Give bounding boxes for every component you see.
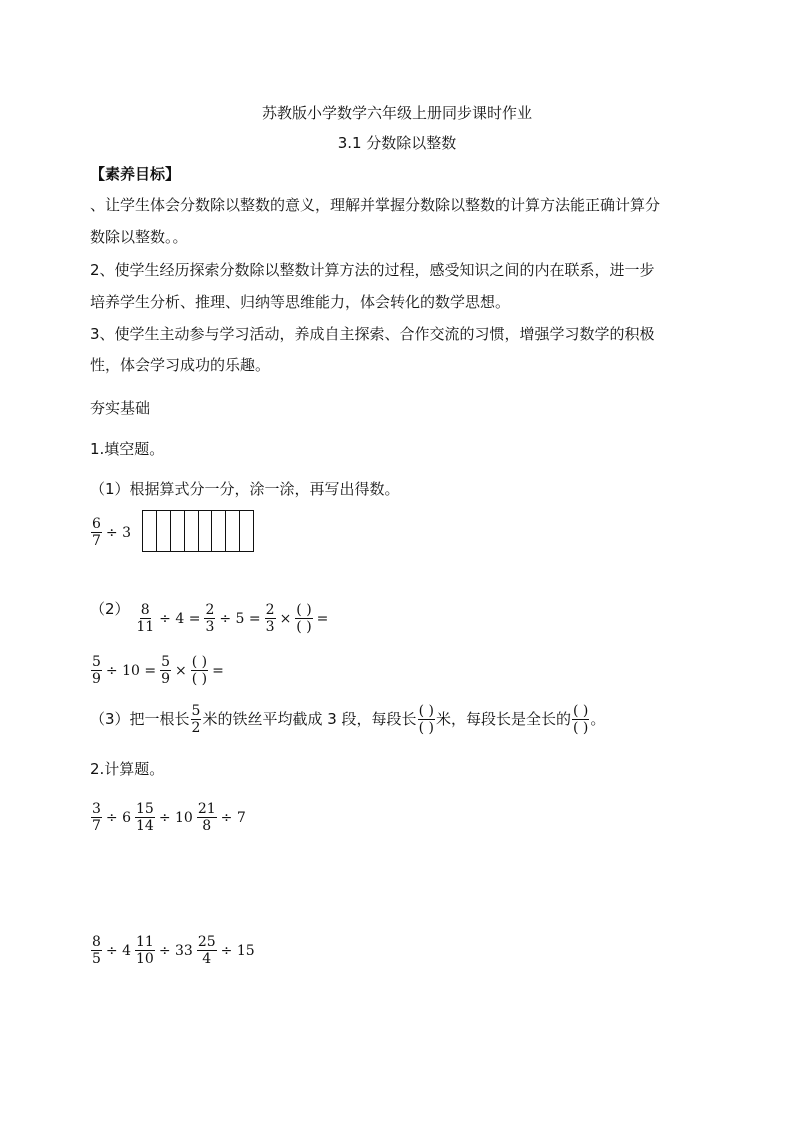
fraction [91,801,102,834]
q2-row-2 [90,930,258,967]
numerator: 15 [136,801,154,817]
q1-part2-line2 [90,650,227,687]
blank-numerator[interactable]: ( ) [296,602,312,618]
blank-denominator[interactable]: ( ) [572,720,589,736]
denominator: 7 [92,818,101,834]
equals: = [212,662,224,679]
numerator: 5 [161,654,171,670]
grid-cell[interactable] [226,511,240,551]
goal-1-line-1: 、让学生体会分数除以整数的意义，理解并掌握分数除以整数的计算方法能正确计算分 [90,196,661,214]
q1-part2-label: （2） [90,600,130,618]
operator: ÷ 10 [158,809,193,826]
fraction [91,516,102,549]
denominator: 14 [136,818,154,834]
numerator: 25 [197,934,216,950]
equals: = [316,610,329,627]
numerator: 11 [136,934,154,950]
blank-denominator[interactable]: ( ) [191,671,208,687]
grid-cell[interactable] [157,511,171,551]
fraction [135,801,155,834]
goal-2-line-2: 培养学生分析、推理、归纳等思维能力，体会转化的数学思想。 [90,293,511,311]
operator: ÷ 7 [220,809,246,826]
q1-part1-text: （1）根据算式分一分，涂一涂，再写出得数。 [90,480,400,498]
q1-title: 1.填空题。 [90,440,165,458]
grid-cell[interactable] [185,511,199,551]
q2-row-1 [90,797,249,834]
blank-fraction[interactable] [191,654,208,687]
fraction [197,801,217,834]
blank-denominator[interactable]: ( ) [418,720,434,736]
fraction-grid[interactable] [142,510,254,552]
fraction [204,602,215,635]
operator: ÷ 5 = [219,610,261,627]
operator: ÷ 33 [158,942,193,959]
q1-part3 [90,703,605,736]
numerator: 5 [92,654,101,670]
grid-cell[interactable] [240,511,253,551]
denominator: 3 [205,619,215,635]
denominator: 11 [136,619,155,635]
blank-numerator[interactable]: ( ) [418,703,434,719]
q1-part3-text-c: 米，每段长是全长的 [435,710,571,728]
numerator: 2 [265,602,275,618]
goal-3-line-1: 3、使学生主动参与学习活动，养成自主探索、合作交流的习惯，增强学习数学的积极 [90,325,655,343]
denominator: 2 [191,720,201,736]
denominator: 9 [161,671,171,687]
goal-2-line-1: 2、使学生经历探索分数除以整数计算方法的过程，感受知识之间的内在联系，进一步 [90,261,655,279]
fraction [160,654,171,687]
page-subtitle: 3.1 分数除以整数 [337,134,457,152]
denominator: 9 [92,671,101,687]
fraction [191,703,202,736]
fraction [135,934,155,967]
operator: × [175,662,187,679]
blank-fraction[interactable] [295,602,312,635]
q1-part3-text-b: 米的铁丝平均截成 3 段，每段长 [202,710,417,728]
fraction [135,602,155,635]
q1-part2-line1 [90,598,331,635]
page-title: 苏教版小学数学六年级上册同步课时作业 [261,104,532,122]
goal-3-line-2: 性，体会学习成功的乐趣。 [90,356,271,374]
denominator: 4 [202,951,212,967]
blank-numerator[interactable]: ( ) [572,703,589,719]
blank-fraction[interactable] [572,703,589,736]
fraction [265,602,276,635]
numerator: 8 [92,934,101,950]
operator: × [279,610,292,627]
fraction [91,934,102,967]
denominator: 5 [92,951,101,967]
blank-denominator[interactable]: ( ) [296,619,312,635]
q1-part3-text-a: （3）把一根长 [90,710,190,728]
numerator: 21 [197,801,216,817]
denominator: 8 [202,818,212,834]
numerator: 3 [92,801,101,817]
operator: ÷ 6 [105,809,132,826]
operator: ÷ 3 [105,524,132,541]
denominator: 7 [92,533,101,549]
q2-title: 2.计算题。 [90,760,165,778]
denominator: 10 [136,951,154,967]
grid-cell[interactable] [143,511,157,551]
operator: ÷ 4 [105,942,132,959]
operator: ÷ 10 = [105,662,157,679]
grid-cell[interactable] [212,511,226,551]
fraction [197,934,217,967]
blank-numerator[interactable]: ( ) [191,654,208,670]
goal-1-line-2: 数除以整数。。 [90,228,188,246]
blank-fraction[interactable] [418,703,435,736]
operator: ÷ 4 = [159,610,201,627]
numerator: 8 [140,602,150,618]
numerator: 2 [205,602,215,618]
q1-part3-text-d: 。 [590,710,606,728]
grid-cell[interactable] [199,511,213,551]
q1-part1-expression [90,512,134,549]
operator: ÷ 15 [220,942,255,959]
grid-cell[interactable] [171,511,185,551]
goals-heading: 【素养目标】 [90,165,181,183]
section-heading: 夯实基础 [90,399,151,417]
numerator: 5 [191,703,201,719]
denominator: 3 [265,619,275,635]
numerator: 6 [92,516,101,532]
fraction [91,654,102,687]
